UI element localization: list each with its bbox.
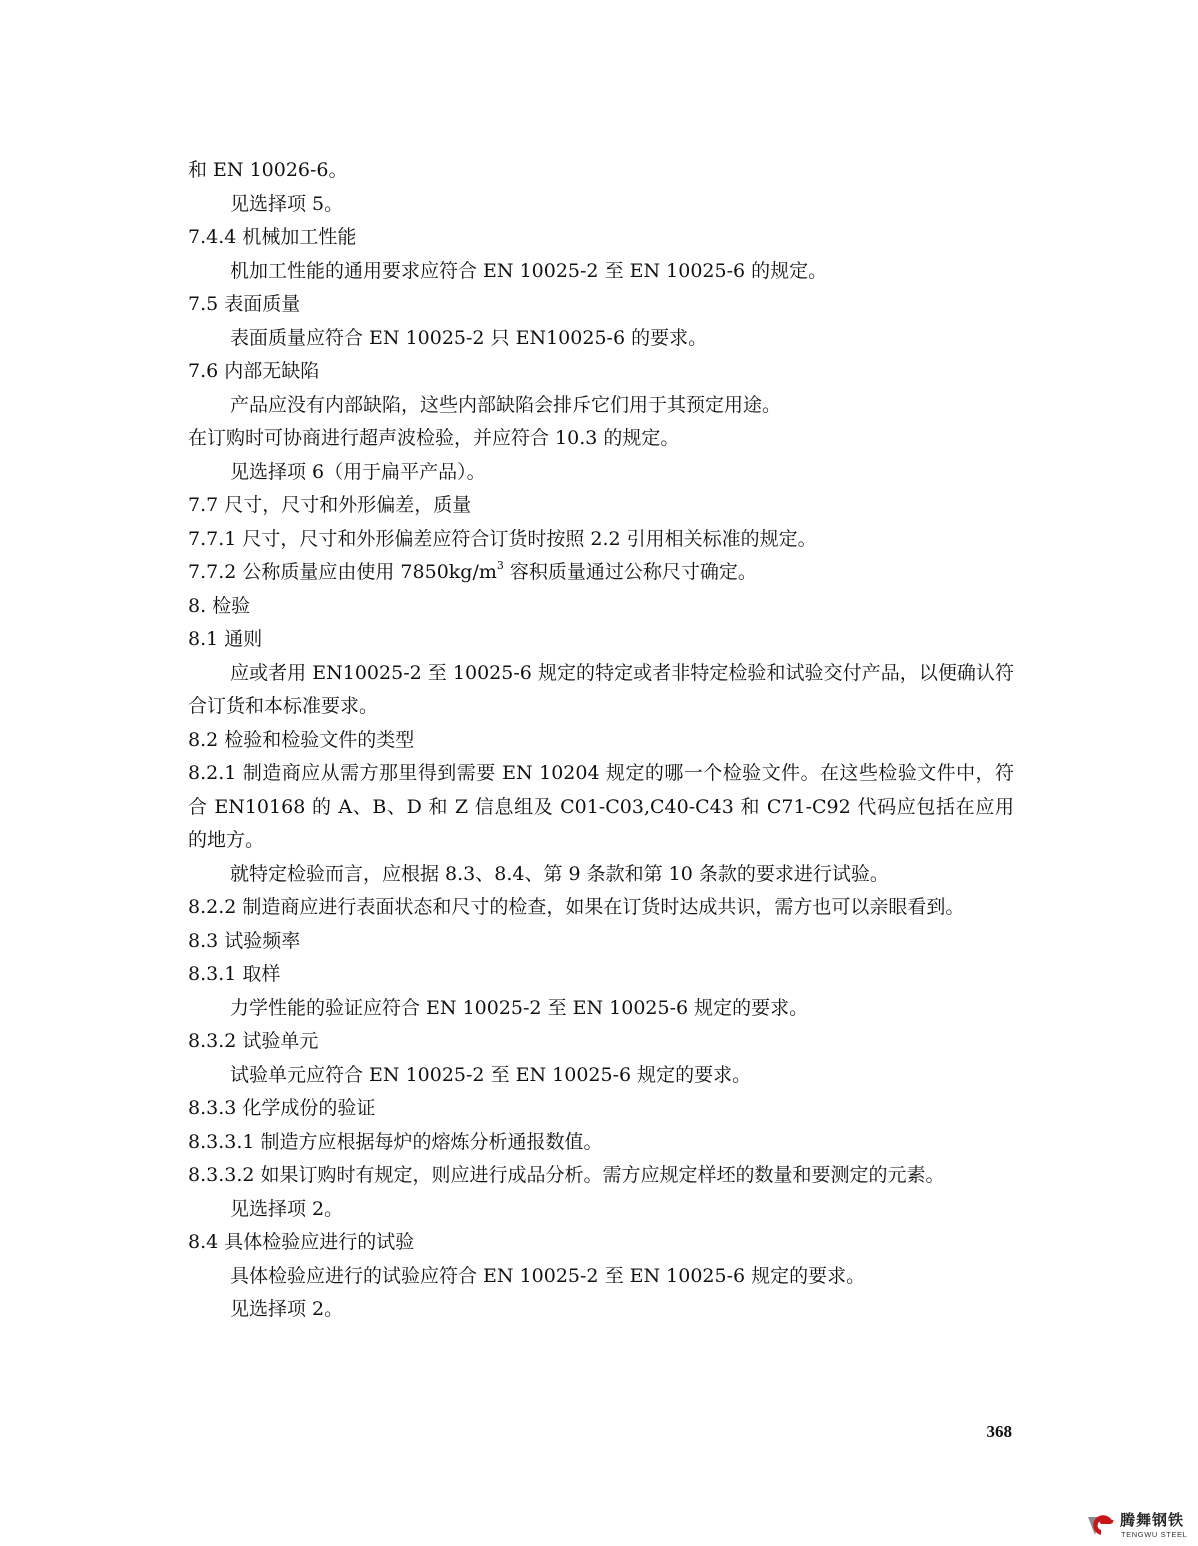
text-line: 就特定检验而言，应根据 8.3、8.4、第 9 条款和第 10 条款的要求进行试验。 [230, 862, 889, 885]
body-text [188, 154, 1014, 1327]
paragraph-8-2-2: 8.2.2 制造商应进行表面状态和尺寸的检查，如果在订货时达成共识，需方也可以亲眼看到。 [188, 896, 965, 918]
section-heading: 7.5 表面质量 [188, 293, 301, 315]
text-line: 试验单元应符合 EN 10025-2 至 EN 10025-6 规定的要求。 [230, 1063, 752, 1086]
mass-line-before: 7.7.2 公称质量应由使用 7850kg/m [188, 561, 497, 583]
mass-line-after: 容积质量通过公称尺寸确定。 [503, 561, 757, 583]
paragraph-8-2-1: 8.2.1 制造商应从需方那里得到需要 EN 10204 规定的哪一个检验文件。在这些检验文件中，符合 EN10168 的 A、B、D 和 Z 信息组及 C01-C03,C40-C43 和 C71-C92 代码应包括在应用的地方。 [188, 762, 1014, 851]
section-heading: 7.6 内部无缺陷 [188, 360, 320, 382]
section-heading: 8.2 检验和检验文件的类型 [188, 728, 415, 751]
text-line: 见选择项 2。 [230, 1197, 344, 1220]
paragraph-general: 应或者用 EN10025-2 至 10025-6 规定的特定或者非特定检验和试验交付产品，以便确认符合订货和本标准要求。 [188, 661, 1014, 717]
text-line: 产品应没有内部缺陷，这些内部缺陷会排斥它们用于其预定用途。 [230, 393, 782, 416]
logo-text-en: TENGWU STEEL [1121, 1530, 1188, 1539]
text-line: 见选择项 2。 [230, 1298, 344, 1320]
section-heading: 8.1 通则 [188, 628, 263, 650]
text-line: 在订购时可协商进行超声波检验，并应符合 10.3 的规定。 [188, 427, 680, 449]
section-heading: 8.3.2 试验单元 [188, 1030, 319, 1052]
text-line: 见选择项 5。 [230, 192, 344, 215]
text-line: 力学性能的验证应符合 EN 10025-2 至 EN 10025-6 规定的要求。 [230, 996, 809, 1019]
text-line: 表面质量应符合 EN 10025-2 只 EN10025-6 的要求。 [230, 326, 708, 349]
text-line: 和 EN 10026-6。 [188, 159, 348, 181]
section-heading: 8.3 试验频率 [188, 929, 301, 952]
text-line: 7.7.1 尺寸，尺寸和外形偏差应符合订货时按照 2.2 引用相关标准的规定。 [188, 527, 817, 550]
mass-line [188, 556, 1014, 590]
text-line: 8.3.3.1 制造方应根据每炉的熔炼分析通报数值。 [188, 1130, 603, 1153]
section-heading: 7.7 尺寸，尺寸和外形偏差，质量 [188, 494, 472, 516]
logo-mark-icon [1086, 1513, 1116, 1539]
text-line: 见选择项 6（用于扁平产品）。 [230, 460, 486, 483]
page-number: 368 [986, 1422, 1012, 1441]
text-line: 机加工性能的通用要求应符合 EN 10025-2 至 EN 10025-6 的规定。 [230, 259, 828, 282]
superscript: 3 [496, 559, 504, 572]
section-heading: 8. 检验 [188, 594, 251, 617]
logo-text-cn: 腾舞钢铁 [1120, 1511, 1185, 1529]
section-heading: 8.3.1 取样 [188, 963, 281, 985]
section-heading: 8.3.3 化学成份的验证 [188, 1097, 376, 1119]
company-logo [1086, 1510, 1188, 1542]
section-heading: 8.4 具体检验应进行的试验 [188, 1231, 415, 1253]
section-heading: 7.4.4 机械加工性能 [188, 226, 357, 248]
paragraph-8-3-3-2: 8.3.3.2 如果订购时有规定，则应进行成品分析。需方应规定样坯的数量和要测定的元素。 [188, 1164, 945, 1186]
text-line: 具体检验应进行的试验应符合 EN 10025-2 至 EN 10025-6 规定的要求。 [230, 1264, 866, 1287]
